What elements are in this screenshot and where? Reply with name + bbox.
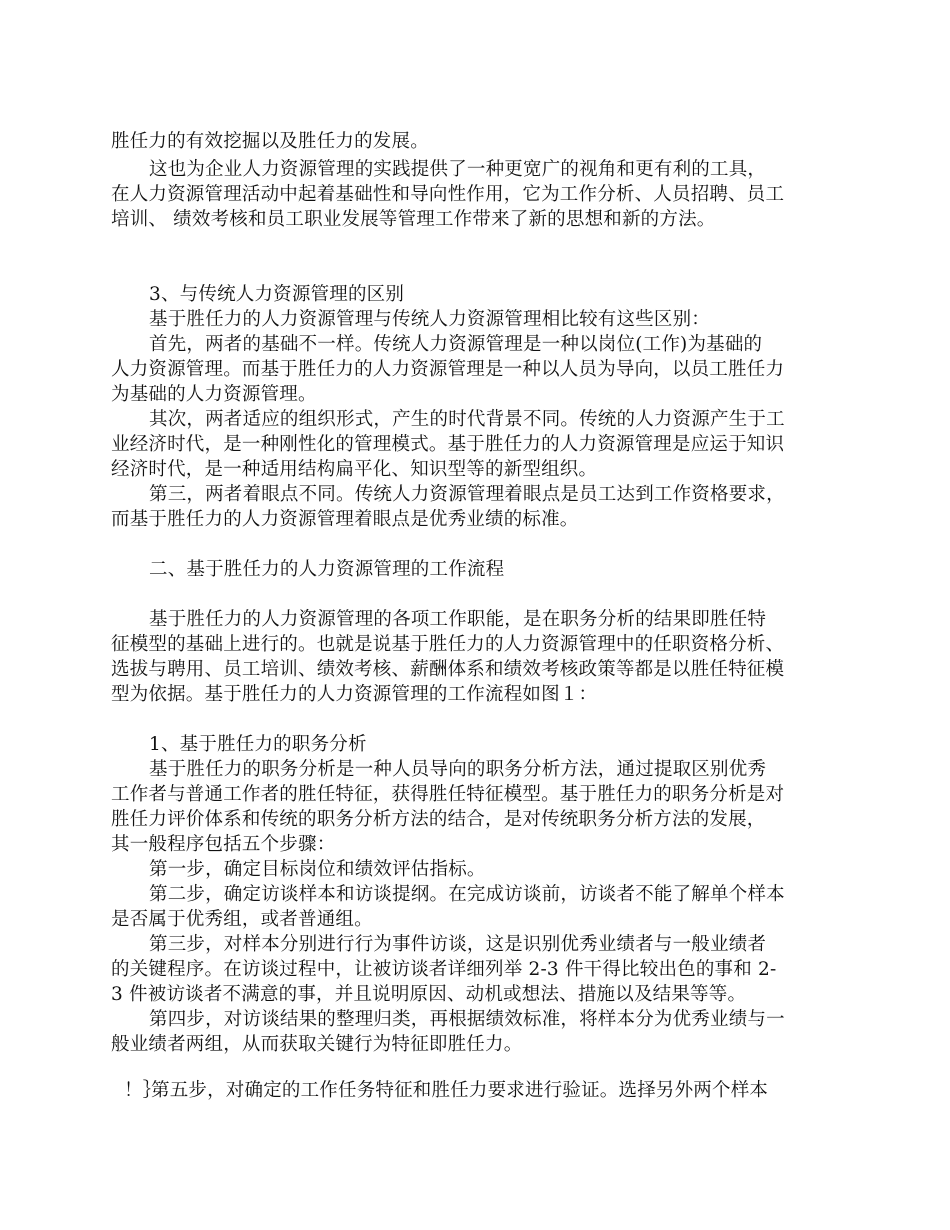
step-4-line-1: 第四步，对访谈结果的整理归类，再根据绩效标准，将样本分为优秀业绩与一 [149, 1009, 785, 1030]
job-analysis-line-4: 其一般程序包括五个步骤： [111, 834, 336, 855]
step-3-line-2: 的关键程序。在访谈过程中，让被访谈者详细列举 2-3 件干得比较出色的事和 2- [111, 959, 777, 980]
section-3-heading: 3、与传统人力资源管理的区别 [149, 284, 405, 305]
section-two-heading: 二、基于胜任力的人力资源管理的工作流程 [149, 559, 505, 580]
step-3-line-3: 3 件被访谈者不满意的事，并且说明原因、动机或想法、措施以及结果等等。 [111, 984, 747, 1005]
practice-line-1: 这也为企业人力资源管理的实践提供了一种更宽广的视角和更有利的工具， [149, 159, 767, 180]
second-diff-line-1: 其次，两者适应的组织形式，产生的时代背景不同。传统的人力资源产生于工 [149, 409, 785, 430]
step-4-line-2: 般业绩者两组，从而获取关键行为特征即胜任力。 [111, 1034, 523, 1055]
step-3-line-1: 第三步，对样本分别进行行为事件访谈，这是识别优秀业绩者与一般业绩者 [149, 934, 767, 955]
stray-marker: ！｝ [124, 1080, 162, 1101]
third-diff-line-1: 第三，两者着眼点不同。传统人力资源管理着眼点是员工达到工作资格要求， [149, 484, 785, 505]
workflow-line-1: 基于胜任力的人力资源管理的各项工作职能，是在职务分析的结果即胜任特 [149, 609, 767, 630]
job-analysis-line-1: 基于胜任力的职务分析是一种人员导向的职务分析方法，通过提取区别优秀 [149, 759, 767, 780]
section-3-intro: 基于胜任力的人力资源管理与传统人力资源管理相比较有这些区别： [149, 309, 711, 330]
first-diff-line-2: 人力资源管理。而基于胜任力的人力资源管理是一种以人员为导向，以员工胜任力 [111, 359, 785, 380]
third-diff-line-2: 而基于胜任力的人力资源管理着眼点是优秀业绩的标准。 [111, 509, 579, 530]
step-2-line-1: 第二步，确定访谈样本和访谈提纲。在完成访谈前，访谈者不能了解单个样本 [149, 884, 785, 905]
practice-line-3: 培训、 绩效考核和员工职业发展等管理工作带来了新的思想和新的方法。 [111, 209, 716, 230]
job-analysis-line-2: 工作者与普通工作者的胜任特征，获得胜任特征模型。基于胜任力的职务分析是对 [111, 784, 785, 805]
second-diff-line-3: 经济时代，是一种适用结构扁平化、知识型等的新型组织。 [111, 459, 598, 480]
first-diff-line-1: 首先，两者的基础不一样。传统人力资源管理是一种以岗位(工作)为基础的 [149, 334, 763, 355]
section-1-heading: 1、基于胜任力的职务分析 [149, 734, 367, 755]
intro-tail-line-1: 胜任力的有效挖掘以及胜任力的发展。 [111, 131, 429, 152]
workflow-line-4: 型为依据。基于胜任力的人力资源管理的工作流程如图１： [111, 684, 598, 705]
practice-line-2: 在人力资源管理活动中起着基础性和导向性作用，它为工作分析、人员招聘、员工 [111, 184, 785, 205]
step-5-line-1: 第五步，对确定的工作任务特征和胜任力要求进行验证。选择另外两个样本 [151, 1080, 769, 1101]
workflow-line-2: 征模型的基础上进行的。也就是说基于胜任力的人力资源管理中的任职资格分析、 [111, 634, 785, 655]
step-2-line-2: 是否属于优秀组，或者普通组。 [111, 909, 373, 930]
workflow-line-3: 选拔与聘用、员工培训、绩效考核、薪酬体系和绩效考核政策等都是以胜任特征模 [111, 659, 785, 680]
job-analysis-line-3: 胜任力评价体系和传统的职务分析方法的结合，是对传统职务分析方法的发展， [111, 809, 766, 830]
step-1-line: 第一步，确定目标岗位和绩效评估指标。 [149, 859, 486, 880]
second-diff-line-2: 业经济时代，是一种刚性化的管理模式。基于胜任力的人力资源管理是应运于知识 [111, 434, 785, 455]
first-diff-line-3: 为基础的人力资源管理。 [111, 384, 317, 405]
